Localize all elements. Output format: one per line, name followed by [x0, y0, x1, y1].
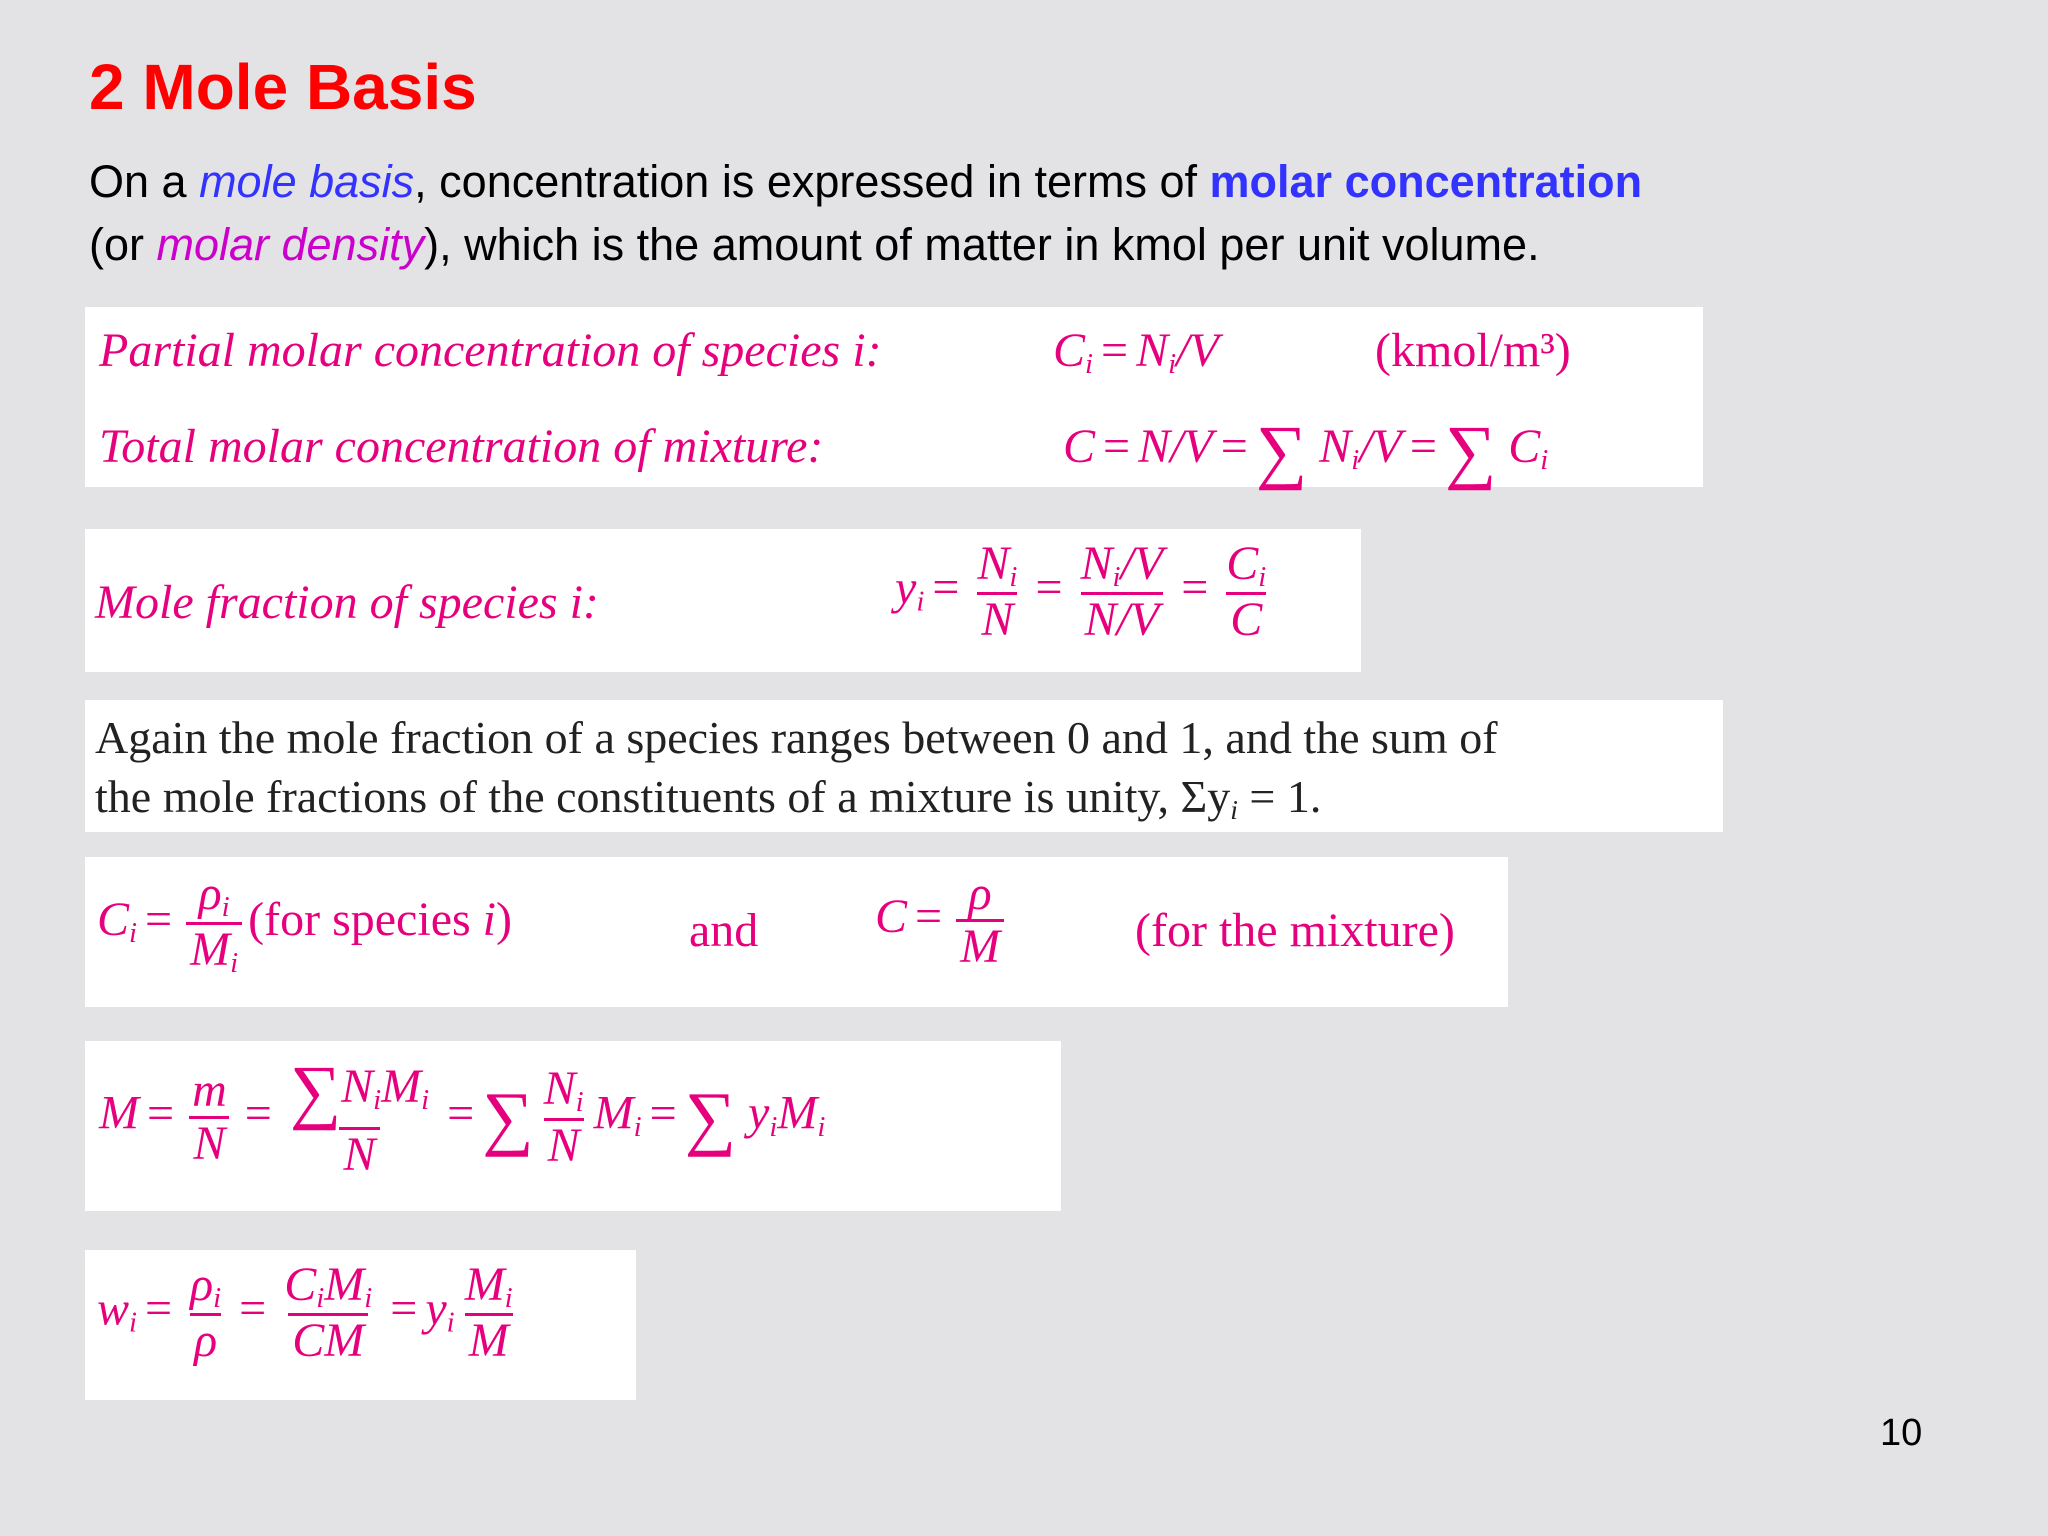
- and-word: and: [689, 904, 759, 957]
- note-species-var: i: [482, 892, 497, 946]
- concentration-definitions-box: [85, 307, 1703, 491]
- mole-fraction-box: [85, 529, 1361, 672]
- intro-text-2: , concentration is expressed in terms of: [414, 156, 1210, 207]
- mole-fraction-label: Mole fraction of species i:: [95, 576, 599, 629]
- note-line-2: the mole fractions of the constituents of a mixture is unity, $\Sigma y_i = 1$.: [95, 771, 1322, 825]
- note-mixture: (for the mixture): [1135, 904, 1455, 957]
- term-mole-basis: mole basis: [199, 156, 415, 207]
- note-line-2-text: the mole fractions of the constituents of a mixture is unity, Σy: [95, 771, 1231, 822]
- partial-concentration-label: Partial molar concentration of species i:: [99, 324, 882, 377]
- note-line-2-end: = 1.: [1237, 771, 1322, 822]
- total-concentration-label: Total molar concentration of mixture:: [99, 420, 824, 473]
- mole-fraction-equation: $y_i$ = $\frac{N_i}{N}$ = $\frac{N_i/V}{N/V}$ = $\frac{C_i}{C}$: [895, 537, 1267, 647]
- intro-text-4: ), which is the amount of matter in kmol per unit volume.: [424, 219, 1540, 270]
- concentration-units: (kmol/m³): [1375, 324, 1571, 377]
- total-concentration-equation: C = N/V = ∑ $N_i/V$ = ∑ $C_i$: [1063, 411, 1549, 491]
- mixture-concentration-equation: C = $\frac{\rho}{M}$: [875, 869, 1010, 973]
- note-species: (for species: [248, 892, 483, 946]
- slide-title: 2 Mole Basis: [89, 51, 477, 123]
- mole-fraction-note-box: [85, 700, 1723, 832]
- note-line-1: Again the mole fraction of a species ranges between 0 and 1, and the sum of: [95, 712, 1498, 763]
- molar-mass-box: [85, 1041, 1061, 1211]
- term-molar-concentration: molar concentration: [1209, 156, 1643, 207]
- mass-fraction-equation: $w_i$ = $\frac{\rho_i}{\rho}$ = $\frac{C_iM_i}{CM}$ = $y_i$ $\frac{M_i}{M}$: [97, 1258, 513, 1368]
- intro-text-1: On a: [89, 156, 200, 207]
- species-concentration-equation: $C_i$ = $\frac{\rho_i}{M_i}$ (for species i): [97, 867, 512, 980]
- molar-mass-equation: M = $\frac{m}{N}$ = $\frac{\sum N_iM_i}{N}$ = ∑ $\frac{N_i}{N}$ $M_i$ = ∑ $y_iM_i$: [99, 1051, 826, 1181]
- partial-concentration-equation: $C_i = N_i/V$: [1053, 324, 1219, 381]
- intro-text-3: (or: [89, 219, 157, 270]
- intro-paragraph: [89, 150, 1969, 276]
- density-relation-box: [85, 857, 1508, 1007]
- page-number: 10: [1880, 1412, 1923, 1454]
- mass-fraction-box: [85, 1250, 636, 1400]
- note-species-end: ): [496, 892, 512, 946]
- term-molar-density: molar density: [156, 219, 425, 270]
